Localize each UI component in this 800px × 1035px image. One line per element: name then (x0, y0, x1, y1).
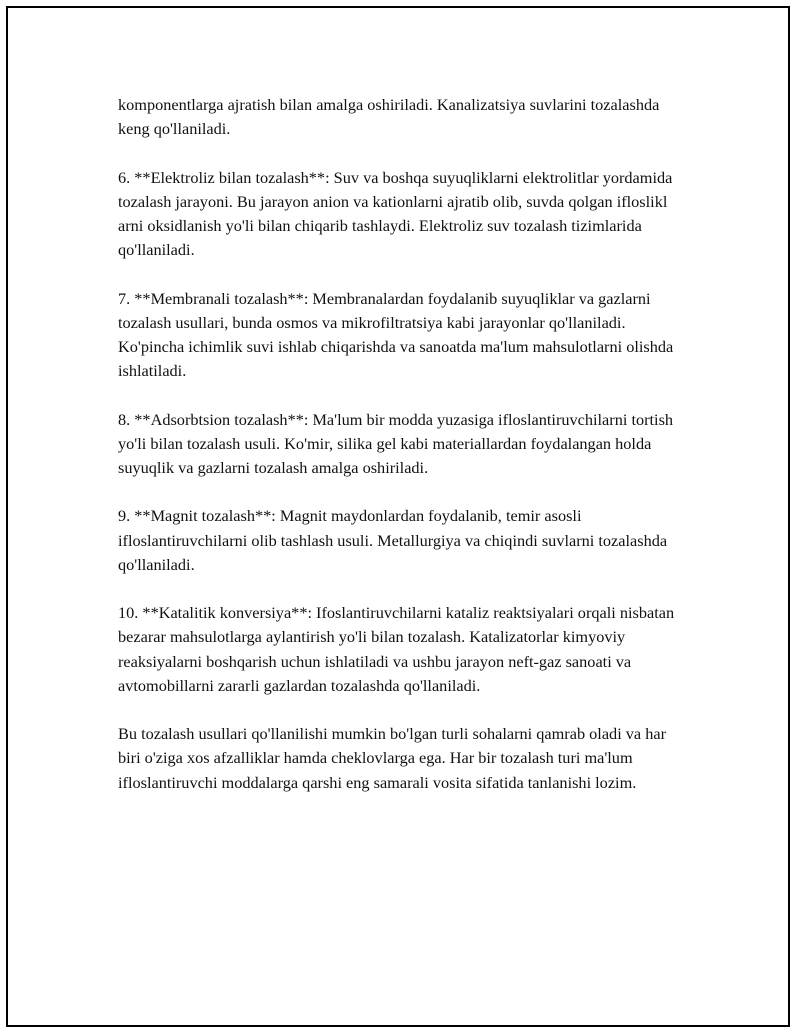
paragraph-item-6: 6. **Elektroliz bilan tozalash**: Suv va boshqa suyuqliklarni elektrolitlar yordamida tozalash jarayoni. Bu jarayon anion va kationlarni ajratib olib, suvda qolgan ifloslikl arni oksidlanish yo'li bilan chiqarib tashlaydi. Elektroliz suv tozalash tizimlarida qo'llaniladi. (118, 167, 673, 260)
paragraph-continuation: komponentlarga ajratish bilan amalga oshiriladi. Kanalizatsiya suvlarini tozalashda keng qo'llaniladi. (118, 95, 660, 139)
paragraph-item-10: 10. **Katalitik konversiya**: Ifoslantiruvchilarni kataliz reaktsiyalari orqali nisbatan bezarar mahsulotlarga aylantirish yo'li bilan tozalash. Katalizatorlar kimyoviy reaksiyalarni boshqarish uchun ishlatiladi va ushbu jarayon neft-gaz sanoati va avtomobillarni zararli gazlardan tozalashda qo'llaniladi. (118, 603, 675, 695)
paragraph-conclusion: Bu tozalash usullari qo'llanilishi mumkin bo'lgan turli sohalarni qamrab oladi va har biri o'ziga xos afzalliklar hamda cheklovlarga ega. Har bir tozalash turi ma'lum ifloslantiruvchi moddalarga qarshi eng samarali vosita sifatida tanlanishi lozim. (118, 724, 667, 792)
document-body (118, 93, 678, 819)
paragraph-item-8: 8. **Adsorbtsion tozalash**: Ma'lum bir modda yuzasiga ifloslantiruvchilarni tortish yo'li bilan tozalash usuli. Ko'mir, silika gel kabi materiallardan foydalangan holda suyuqlik va gazlarni tozalash amalga oshiriladi. (118, 409, 674, 477)
paragraph-item-9: 9. **Magnit tozalash**: Magnit maydonlardan foydalanib, temir asosli ifloslantiruvchilarni olib tashlash usuli. Metallurgiya va chiqindi suvlarni tozalashda qo'llaniladi. (118, 506, 668, 574)
paragraph-item-7: 7. **Membranali tozalash**: Membranalardan foydalanib suyuqliklar va gazlarni tozalash usullari, bunda osmos va mikrofiltratsiya kabi jarayonlar qo'llaniladi. Ko'pincha ichimlik suvi ishlab chiqarishda va sanoatda ma'lum mahsulotlarni olishda ishlatiladi. (118, 288, 674, 381)
